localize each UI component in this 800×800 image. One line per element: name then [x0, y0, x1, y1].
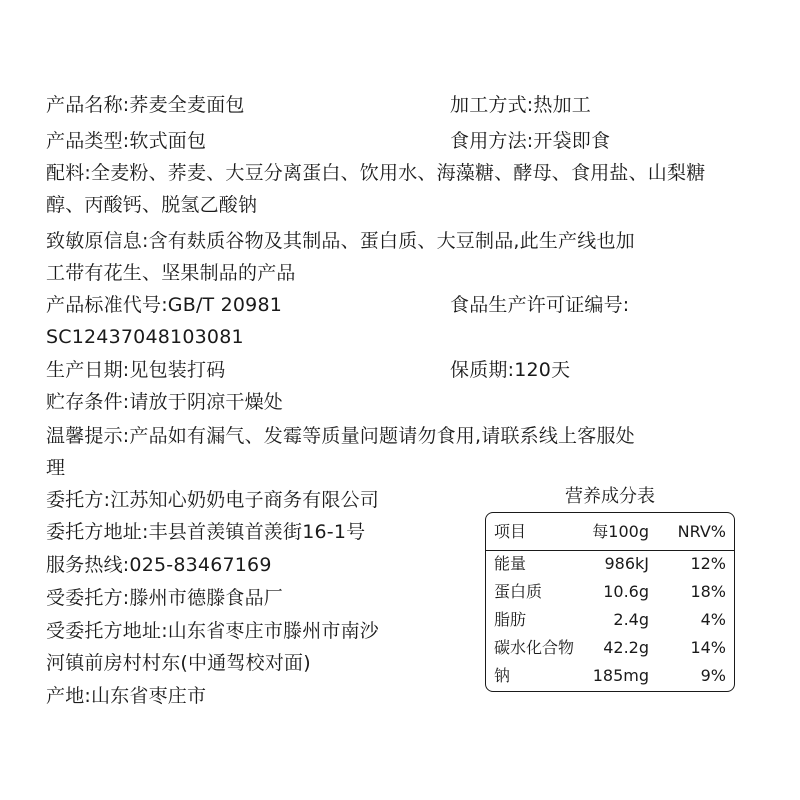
tip-line-2: 理 [46, 457, 66, 479]
nutrient-name: 能量 [494, 554, 527, 573]
nutrition-header-row [486, 517, 734, 547]
product-name: 产品名称:荞麦全麦面包 [46, 94, 245, 116]
nutrition-row-carbohydrate [486, 633, 734, 663]
header-item: 项目 [494, 522, 527, 541]
nutrient-name: 钠 [494, 666, 511, 685]
license-number: SC12437048103081 [46, 326, 244, 348]
nutrient-value: 185mg [592, 666, 649, 685]
nutrition-row-energy [486, 549, 734, 579]
client-address: 委托方地址:丰县首羡镇首羡街16-1号 [46, 521, 366, 543]
product-type: 产品类型:软式面包 [46, 130, 207, 152]
nutrition-row-fat [486, 605, 734, 635]
usage-method: 食用方法:开袋即食 [450, 130, 611, 152]
nutrient-value: 10.6g [603, 582, 649, 601]
contractor-address-line-2: 河镇前房村村东(中通驾校对面) [46, 652, 311, 674]
processing-method: 加工方式:热加工 [450, 94, 592, 116]
storage-conditions: 贮存条件:请放于阴凉干燥处 [46, 391, 284, 413]
nutrition-table-title: 营养成分表 [565, 486, 655, 507]
standard-code: 产品标准代号:GB/T 20981 [46, 294, 283, 316]
nutrient-value: 986kJ [604, 554, 649, 573]
contractor-address-line-1: 受委托方地址:山东省枣庄市滕州市南沙 [46, 620, 380, 642]
allergen-line-2: 工带有花生、坚果制品的产品 [46, 262, 296, 284]
production-date: 生产日期:见包装打码 [46, 359, 226, 381]
nutrient-nrv: 4% [700, 610, 726, 629]
nutrient-nrv: 18% [690, 582, 726, 601]
license-label: 食品生产许可证编号: [450, 294, 630, 316]
service-hotline: 服务热线:025-83467169 [46, 554, 272, 576]
nutrient-nrv: 9% [700, 666, 726, 685]
nutrient-value: 42.2g [603, 638, 649, 657]
contractor: 受委托方:滕州市德滕食品厂 [46, 587, 284, 609]
nutrient-nrv: 14% [690, 638, 726, 657]
nutrient-value: 2.4g [613, 610, 649, 629]
nutrition-row-protein [486, 577, 734, 607]
nutrition-row-sodium [486, 661, 734, 691]
nutrient-name: 蛋白质 [494, 582, 543, 601]
tip-line-1: 温馨提示:产品如有漏气、发霉等质量问题请勿食用,请联系线上客服处 [46, 425, 635, 447]
ingredients-line-2: 醇、丙酸钙、脱氢乙酸钠 [46, 194, 258, 216]
nutrient-name: 碳水化合物 [494, 638, 575, 657]
header-per-100g: 每100g [592, 522, 649, 541]
client: 委托方:江苏知心奶奶电子商务有限公司 [46, 489, 380, 511]
origin: 产地:山东省枣庄市 [46, 685, 207, 707]
ingredients-line-1: 配料:全麦粉、荞麦、大豆分离蛋白、饮用水、海藻糖、酵母、食用盐、山梨糖 [46, 162, 706, 184]
nutrient-nrv: 12% [690, 554, 726, 573]
header-nrv: NRV% [677, 522, 726, 541]
nutrient-name: 脂肪 [494, 610, 527, 629]
allergen-line-1: 致敏原信息:含有麸质谷物及其制品、蛋白质、大豆制品,此生产线也加 [46, 230, 635, 252]
nutrition-table [485, 512, 735, 692]
shelf-life: 保质期:120天 [450, 359, 571, 381]
